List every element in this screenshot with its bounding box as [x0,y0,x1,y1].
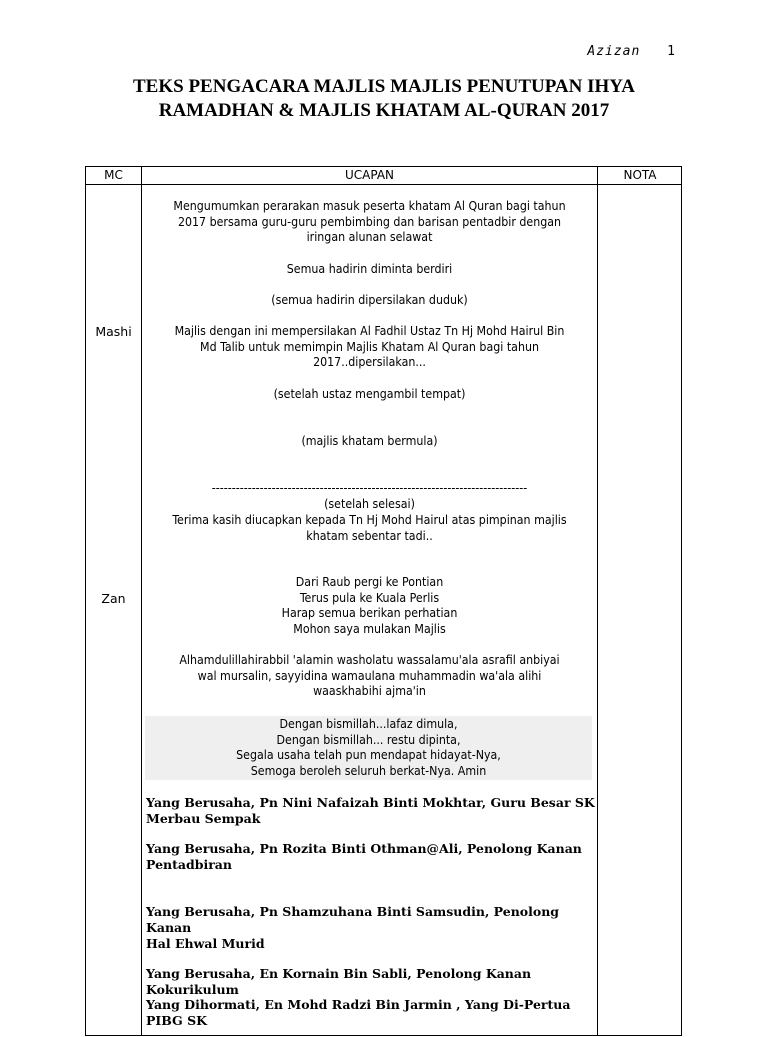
doa-paragraph: Alhamdulillahirabbil 'alamin washolatu wassalamu'ala asrafil anbiyai wal mursalin, sayyidina wamaulana muhammadin wa'ala alihi waaskhabihi ajma'in [179,653,560,699]
completed-note: (setelah selesai) [324,497,415,511]
stand-instruction: Semua hadirin diminta berdiri [286,262,453,276]
title-line-1: TEKS PENGACARA MAJLIS MAJLIS PENUTUPAN IHYA [133,76,635,97]
bismillah-verse: Dengan bismillah...lafaz dimula, Dengan bismillah... restu dipinta, Segala usaha telah pun mendapat hidayat-Nya, Semoga beroleh seluruh berkat-Nya. Amin [145,716,592,780]
salutation-guru-besar: Yang Berusaha, Pn Nini Nafaizah Binti Mokhtar, Guru Besar SK Merbau Sempak [146,795,595,826]
column-header-ucapan: UCAPAN [344,168,395,182]
section-separator: ------------------------------------------------------------------------------- [211,481,528,495]
salutation-pibg: Yang Dihormati, En Mohd Radzi Bin Jarmin , Yang Di-Pertua PIBG SK [146,997,571,1028]
invite-paragraph: Majlis dengan ini mempersilakan Al Fadhil Ustaz Tn Hj Mohd Hairul Bin Md Talib untuk memimpin Majlis Khatam Al Quran bagi tahun 2017..dipersilakan... [174,324,565,370]
script-table [85,166,682,1036]
salutation-pk-kokurikulum: Yang Berusaha, En Kornain Bin Sabli, Penolong Kanan Kokurikulum [146,966,532,997]
page-header [587,44,676,59]
speaker-zan: Zan [101,591,126,606]
speaker-mashi: Mashi [95,324,132,339]
thanks-paragraph: Terima kasih diucapkan kepada Tn Hj Mohd Hairul atas pimpinan majlis khatam sebentar tadi.. [172,513,567,543]
salutation-pk-pentadbiran: Yang Berusaha, Pn Rozita Binti Othman@Ali, Penolong Kanan Pentadbiran [146,841,582,872]
salutation-pk-hem: Yang Berusaha, Pn Shamzuhana Binti Samsudin, Penolong Kanan Hal Ehwal Murid [146,904,560,951]
seated-note: (setelah ustaz mengambil tempat) [273,387,466,401]
author-name: Azizan [587,44,641,59]
column-header-mc: MC [104,168,123,182]
sit-instruction: (semua hadirin dipersilakan duduk) [271,293,468,307]
page-number: 1 [667,44,676,59]
column-header-nota: NOTA [623,168,657,182]
opening-pantun: Dari Raub pergi ke Pontian Terus pula ke Kuala Perlis Harap semua berikan perhatian Mohon saya mulakan Majlis [281,575,458,636]
khatam-begin-note: (majlis khatam bermula) [301,434,438,448]
title-line-2: RAMADHAN & MAJLIS KHATAM AL-QURAN 2017 [158,100,610,121]
announce-paragraph: Mengumumkan perarakan masuk peserta khatam Al Quran bagi tahun 2017 bersama guru-guru pembimbing dan barisan pentadbir dengan iringan alunan selawat [173,199,566,245]
column-divider-nota [597,167,598,1035]
document-title [0,75,768,123]
ucapan-column [142,167,597,1037]
